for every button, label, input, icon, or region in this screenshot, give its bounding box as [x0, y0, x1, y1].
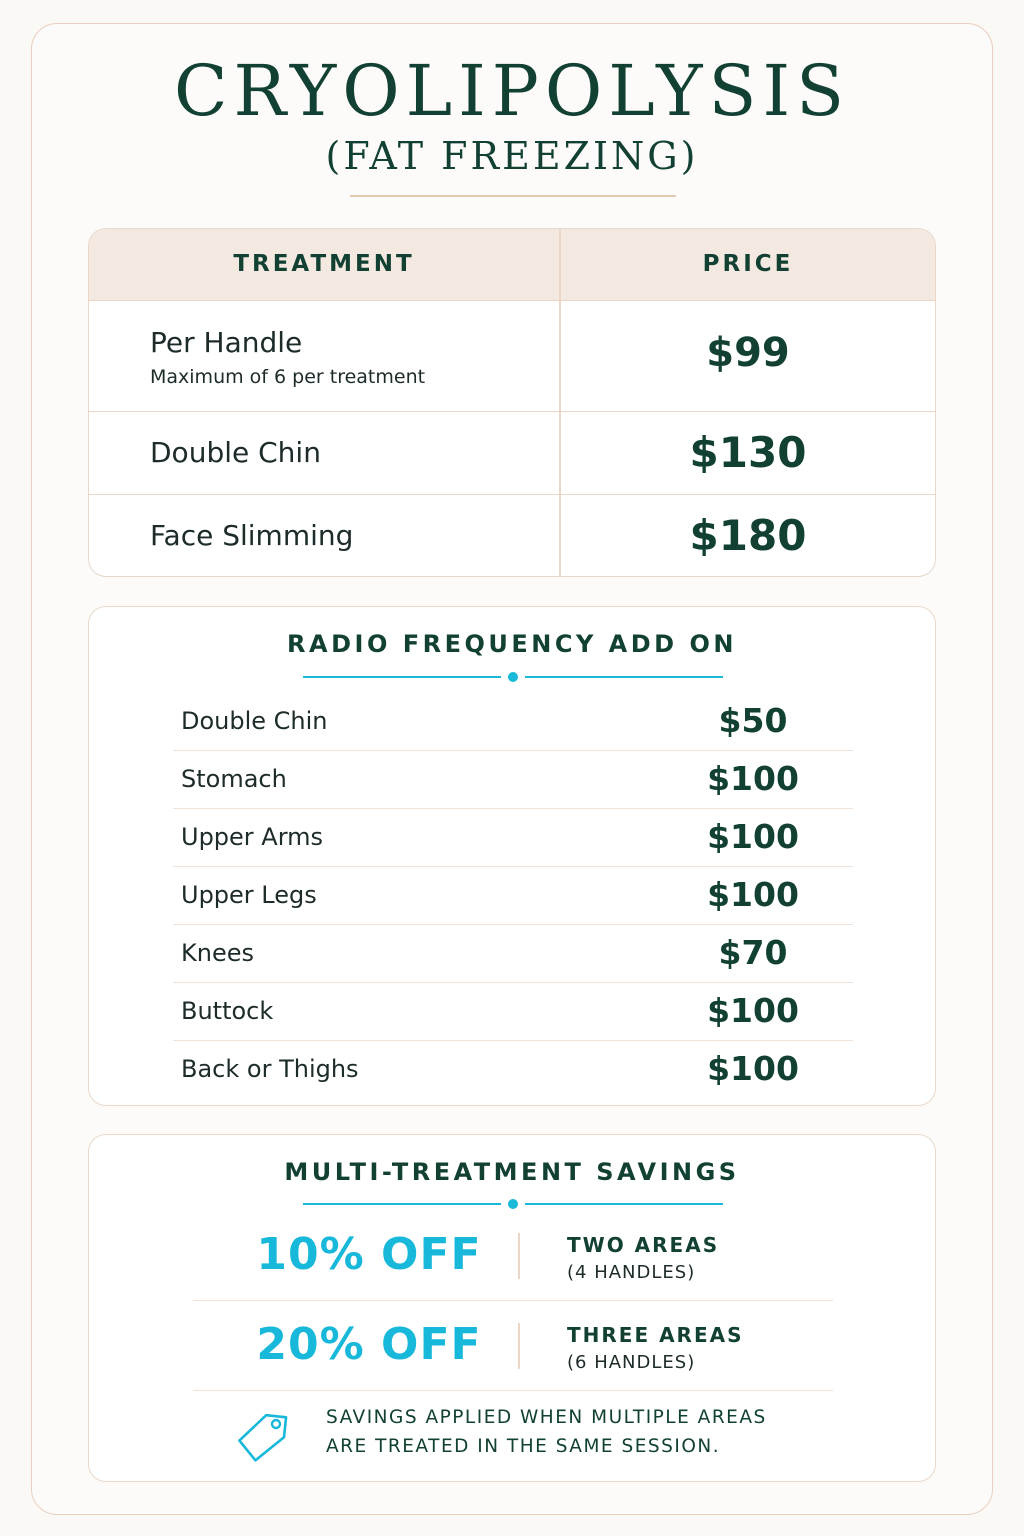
row-divider: [193, 1390, 833, 1392]
list-item: [173, 925, 853, 983]
list-item: [173, 809, 853, 867]
list-item: [173, 693, 853, 751]
tier-handles: (6 HANDLES): [567, 1352, 696, 1373]
tier-divider: [518, 1323, 520, 1369]
savings-note-line2: ARE TREATED IN THE SAME SESSION.: [326, 1436, 721, 1457]
section-divider: [303, 672, 723, 682]
addon-name: Double Chin: [181, 707, 328, 735]
section-title: RADIO FREQUENCY ADD ON: [287, 630, 737, 658]
list-item: [173, 751, 853, 809]
header-treatment: TREATMENT: [233, 251, 415, 277]
radio-frequency-section: [88, 606, 936, 1106]
list-item: [173, 983, 853, 1041]
addon-name: Stomach: [181, 765, 287, 793]
addon-name: Knees: [181, 939, 254, 967]
price-tag-icon: [234, 1407, 292, 1465]
title-divider: [350, 195, 676, 197]
discount-value: 10% OFF: [256, 1229, 482, 1280]
section-title: MULTI-TREATMENT SAVINGS: [284, 1158, 740, 1186]
treatment-name: Double Chin: [150, 436, 321, 469]
savings-tier: [193, 1211, 833, 1301]
discount-value: 20% OFF: [256, 1319, 482, 1370]
treatment-price: $99: [706, 330, 790, 376]
addon-price: $50: [718, 701, 788, 740]
price-table: [88, 228, 936, 577]
column-divider: [559, 229, 561, 576]
addon-name: Buttock: [181, 997, 274, 1025]
addon-name: Upper Arms: [181, 823, 324, 851]
addon-price: $70: [718, 933, 788, 972]
addon-name: Upper Legs: [181, 881, 317, 909]
addon-price: $100: [707, 759, 799, 798]
addon-price: $100: [707, 817, 799, 856]
treatment-name: Face Slimming: [150, 519, 354, 552]
savings-section: [88, 1134, 936, 1482]
tier-divider: [518, 1233, 520, 1279]
savings-note-line1: SAVINGS APPLIED WHEN MULTIPLE AREAS: [326, 1407, 767, 1428]
page-title: CRYOLIPOLYSIS: [173, 50, 851, 132]
treatment-note: Maximum of 6 per treatment: [150, 366, 426, 388]
table-row: [89, 495, 935, 577]
list-item: [173, 867, 853, 925]
addon-price: $100: [707, 875, 799, 914]
header-price: PRICE: [702, 251, 794, 277]
page-subtitle: (FAT FREEZING): [325, 134, 699, 178]
tier-handles: (4 HANDLES): [567, 1262, 696, 1283]
addon-name: Back or Thighs: [181, 1055, 359, 1083]
treatment-price: $130: [689, 428, 807, 477]
addon-price: $100: [707, 1049, 799, 1088]
tier-areas: THREE AREAS: [567, 1323, 744, 1347]
treatment-price: $180: [689, 511, 807, 560]
table-row: [89, 300, 935, 412]
addon-price: $100: [707, 991, 799, 1030]
treatment-name: Per Handle: [150, 326, 303, 359]
table-row: [89, 412, 935, 495]
savings-tier: [193, 1301, 833, 1391]
tier-areas: TWO AREAS: [567, 1233, 720, 1257]
section-divider: [303, 1199, 723, 1209]
list-item: [173, 1041, 853, 1099]
